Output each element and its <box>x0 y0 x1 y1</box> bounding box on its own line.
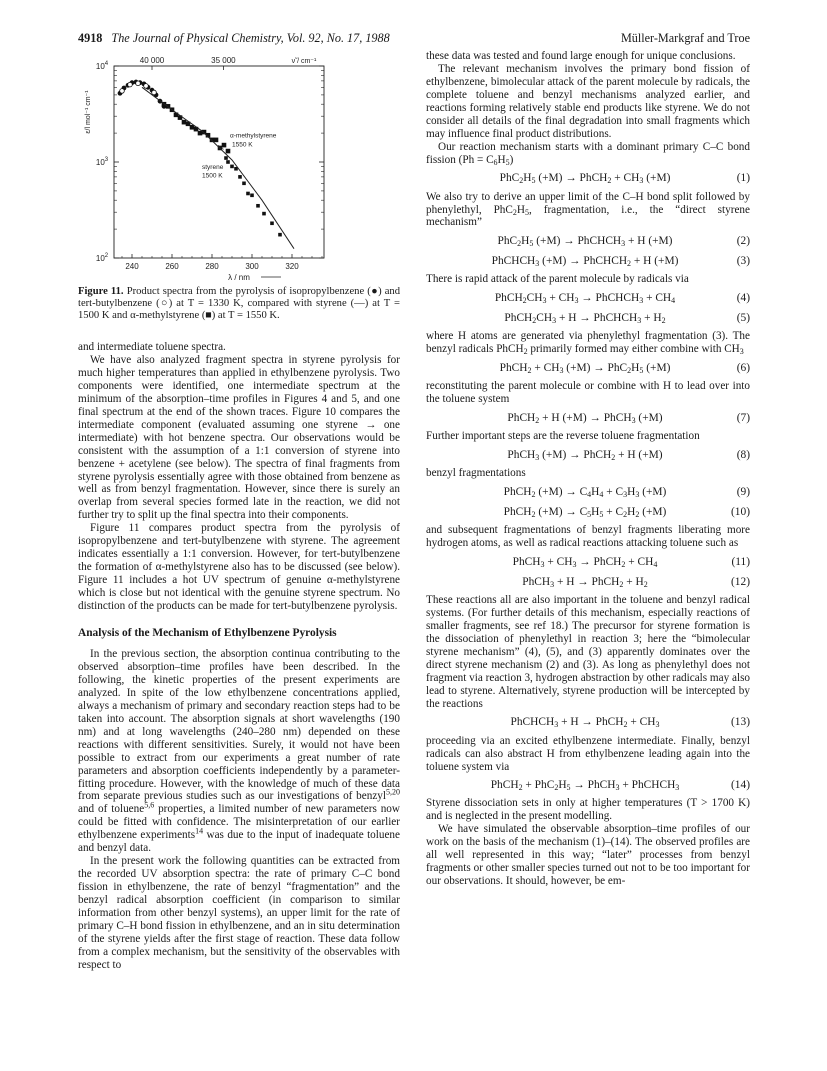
annotation-label: 1550 K <box>232 141 253 149</box>
equation <box>426 171 750 187</box>
tert-butylbenzene-point <box>136 81 141 86</box>
annotation-label: styrene <box>202 163 224 171</box>
equation-number: (5) <box>736 311 750 324</box>
equation-number: (4) <box>736 291 750 304</box>
equation-text: PhCH$_3$ + H → PhCH$_2$ + $H_2$ <box>522 575 648 589</box>
equation-number: (10) <box>731 505 750 518</box>
x-tick-label: 240 <box>125 262 139 271</box>
equation-number: (9) <box>736 485 750 498</box>
equation <box>426 504 750 520</box>
equation <box>426 360 750 376</box>
paragraph: There is rapid attack of the parent molecule by radicals via <box>426 273 689 286</box>
tert-butylbenzene-point <box>152 90 157 95</box>
author-names: Müller-Markgraf and Troe <box>620 31 750 45</box>
figure-caption <box>78 286 400 322</box>
equation-text: PhCH$_3$ + $CH_3$ → PhCH$_2$ + $CH_4$ <box>512 555 658 569</box>
equation-text: PhCH$_2$ + H (+M) → PhCH$_3$ (+M) <box>507 411 663 425</box>
equation-number: (2) <box>736 234 750 247</box>
y-tick-exponent: 4 <box>104 61 109 67</box>
paragraph: proceeding via an excited ethylbenzene intermediate. Finally, benzyl radicals can also abstract H from ethylbenzene leading again into the toluene system via <box>426 734 750 773</box>
annotation-label: 1500 K <box>202 172 223 180</box>
equation-number: (1) <box>736 172 750 185</box>
x-axis-label: λ / nm <box>228 273 250 282</box>
x-tick-label: 300 <box>245 262 259 271</box>
equation <box>426 253 750 269</box>
journal-citation: The Journal of Physical Chemistry, Vol. 92, No. 17, 1988 <box>111 31 390 45</box>
y-tick-exponent: 3 <box>104 157 109 163</box>
methylstyrene-point <box>222 143 227 148</box>
x-tick-label: 320 <box>285 262 299 271</box>
y-tick-exponent: 2 <box>104 253 109 259</box>
top-axis-label: ν̃ / cm⁻¹ <box>291 58 317 65</box>
y-tick-label: $10^4$ <box>95 61 109 71</box>
running-head <box>78 31 750 47</box>
paragraph: Our reaction mechanism starts with a dominant primary C–C bond fission $(Ph = C_6H_5)$ <box>426 140 750 167</box>
spectrum-chart <box>78 52 400 284</box>
paragraph: We have also analyzed fragment spectra in styrene pyrolysis for much higher temperatures than applied in ethylbenzene pyrolysis. Two components were identified, one intermediate spectrum at the minimum of the absorption–time profiles in Figures 4 and 5, and one final spectrum at the end of the shown traces. Figure 10 compares the intermediate component (evaluated assuming one styrene → one intermediate) with hot benzene spectra. Our observations would be consistent with the assumption of a 1:1 conversion of styrene into benzene + acetylene (see below). The spectra of final fragments from styrene pyrolysis essentially agree with those obtained from benzene as well as from benzyl fragmentation. However, since there is surely an overlap from several species formed late in the reaction, we did not further try to split up the final spectra into their components. <box>78 353 400 522</box>
equation <box>426 290 750 306</box>
equation-text: $PhCH_2CH_3 + H$ → PhCHCH$_3$ + $H_2$ <box>504 311 666 325</box>
methylstyrene-point <box>210 138 215 143</box>
running-head-left <box>78 31 390 46</box>
figure-caption-text: Product spectra from the pyrolysis of isopropylbenzene (●) and tert-butylbenzene (○) at T = 1330 K, compared with styrene (—) at T = 1500 K and α-methylstyrene (■) at T = 1550 K. <box>78 286 400 321</box>
equation-text: $PhCH_2CH_3 + CH_3$ → PhCHCH$_3$ + $CH_4$ <box>494 291 676 305</box>
annotation-label: α-methylstyrene <box>230 132 277 140</box>
styrene-point <box>238 175 242 179</box>
paragraph: In the previous section, the absorption continua contributing to the observed absorption–time profiles have been described. In the following, the kinetic properties of the present experiments are analyzed. In spite of the low ethylbenzene concentrations applied, always a mechanism of primary and secondary reaction steps had to be taken into account. The absorption signals at short wavelengths (190 nm) and at long wavelengths (240–280 nm) depended on these reactions with different sensitivities. Surely, it would not have been possible to extract from our experiments a great number of rate parameters and absorption coefficients independently by a parameter-fitting procedure. However, with the knowledge of much of these data from separate previous studies such as our investigations of benzyl$^{5,20}$ and of toluene$^{5,6}$ properties, a limited number of new parameters now could be fitted with confidence. The misinterpretation of our earlier ethylbenzene experiments$^{14}$ was due to the input of inadequate toluene and benzyl data. <box>78 647 400 855</box>
equation-number: (14) <box>731 778 750 791</box>
equation-text: PhCHCH$_3$ + H → PhCH$_2$ + $CH_3$ <box>510 716 660 730</box>
tert-butylbenzene-point <box>120 89 125 94</box>
equation-number: (7) <box>736 411 750 424</box>
y-tick-label: $10^3$ <box>95 157 109 167</box>
styrene-point <box>278 233 282 237</box>
paragraph: Styrene dissociation sets in only at higher temperatures (T > 1700 K) and is neglected in the present modelling. <box>426 797 750 823</box>
methylstyrene-point <box>226 149 231 154</box>
tert-butylbenzene-point <box>128 82 133 87</box>
equation-text: PhCH$_2$ + $CH_3$ $(+M) \to PhC_2H_5$ (+M) <box>499 361 671 375</box>
paragraph: these data was tested and found large enough for unique conclusions. <box>426 50 736 62</box>
paragraph: We have simulated the observable absorption–time profiles of our work on the basis of the mechanism (1)–(14). The observed profiles are all well represented in this way; “later” processes from benzyl fragments or other smaller species turned out not to be too important for our observations. It should, however, be em- <box>426 823 750 888</box>
tert-butylbenzene-point <box>144 84 149 89</box>
styrene-point <box>250 193 254 197</box>
equation <box>426 447 750 463</box>
paragraph: In the present work the following quantities can be extracted from the recorded UV absorption spectra: the rate of primary C–C bond fission in ethylbenzene, the rate of benzyl “fragmentation” and the benzyl radical absorption coefficient (in comparison to similar information from other benzyl systems), an upper limit for the rate of primary C–H bond fission in ethylbenzene, and an in situ determination of the styrene yields after the first stage of reaction. These data follow from a complex mechanism, but the sensitivity of the observables with respect to <box>78 855 400 971</box>
plot-frame <box>114 66 324 258</box>
equation-number: (13) <box>731 716 750 729</box>
top-tick-label: 35 000 <box>211 56 236 65</box>
styrene-point <box>256 204 260 208</box>
paragraph: and intermediate toluene spectra. <box>78 341 226 353</box>
y-tick-label: $10^2$ <box>95 253 109 263</box>
paragraph: where H atoms are generated via phenylethyl fragmentation (3). The benzyl radicals PhCH$_2$ primarily formed may either combine with $CH_3$ <box>426 330 750 357</box>
y-axis-label: ε/l mol⁻¹ cm⁻¹ <box>85 90 92 134</box>
paragraph: The relevant mechanism involves the primary bond fission of ethylbenzene, bimolecular attack of the parent molecule by radicals, the complete toluene and benzyl mechanisms analyzed earlier, and reactions forming relatively stable end products like styrene. We do not consider all details of the final degradation into small fragments which may influence final product distributions. <box>426 62 750 140</box>
equation <box>426 484 750 500</box>
paragraph: These reactions all are also important in the toluene and benzyl radical systems. (For further details of this mechanism, especially reactions of smaller fragments, see ref 18.) The precursor for styrene formation is the dissociation of phenylethyl in reaction 3; here the “bimolecular styrene mechanism” (4), (5), and (3) apparently dominates over the direct styrene mechanism (2) and (3). As long as phenylethyl does not fragment via reaction 3, hydrogen abstraction by other radicals may also lead to styrene. Alternatively, styrene production will be intercepted by the reactions <box>426 594 751 710</box>
top-tick-label: 40 000 <box>139 56 165 65</box>
equation <box>426 574 750 590</box>
paragraph: and subsequent fragmentations of benzyl fragments liberating more hydrogen atoms, as well as radical reactions attacking toluene such as <box>426 524 750 550</box>
equation <box>426 777 750 793</box>
equation-text: PhCHCH$_3$ (+M) → PhCHCH$_2$ + H (+M) <box>491 254 679 268</box>
equation-number: (12) <box>731 575 750 588</box>
equation <box>426 310 750 326</box>
paragraph: benzyl fragmentations <box>426 467 526 480</box>
left-column <box>78 341 400 972</box>
equation-number: (6) <box>736 361 750 374</box>
equation <box>426 715 750 731</box>
methylstyrene-point <box>182 120 187 125</box>
equation-text: PhCH$_2$ $(+M) \to C_4H_4 + C_3H_3$ (+M) <box>503 485 667 499</box>
equation <box>426 554 750 570</box>
styrene-point <box>270 221 274 225</box>
equation-text: PhCH$_3$ (+M) → PhCH$_2$ + H (+M) <box>507 448 663 462</box>
figure-label: Figure 11. <box>78 286 124 297</box>
equation-text: $PhC_2H_5$ (+M) → PhCH$_2$ + $CH_3$ (+M) <box>499 172 671 186</box>
styrene-point <box>246 192 250 196</box>
paragraph: Further important steps are the reverse toluene fragmentation <box>426 430 700 443</box>
styrene-point <box>230 165 234 169</box>
equation-text: PhCH$_2$ + $PhC_2H_5$ → PhCH$_3$ + PhCHCH$_3$ <box>490 778 680 792</box>
x-tick-label: 280 <box>205 262 219 271</box>
equation-number: (3) <box>736 254 750 267</box>
styrene-point <box>262 212 266 216</box>
equation-number: (8) <box>736 448 750 461</box>
page-number: 4918 <box>78 31 103 45</box>
styrene-point <box>226 160 230 164</box>
equation <box>426 410 750 426</box>
equation-text: PhCH$_2$ $(+M) \to C_5H_5 + C_2H_2$ (+M) <box>503 505 667 519</box>
paragraph: reconstituting the parent molecule or combine with H to lead over into the toluene system <box>426 380 750 406</box>
equation-text: $PhC_2H_5$ (+M) → PhCHCH$_3$ + H (+M) <box>497 234 673 248</box>
x-tick-label: 260 <box>165 262 179 271</box>
right-column <box>426 50 750 888</box>
methylstyrene-point <box>198 131 203 136</box>
equation <box>426 233 750 249</box>
section-heading: Analysis of the Mechanism of Ethylbenzene Pyrolysis <box>78 627 337 640</box>
styrene-point <box>242 181 246 185</box>
styrene-point <box>224 156 228 160</box>
methylstyrene-point <box>214 138 219 143</box>
paragraph: Figure 11 compares product spectra from the pyrolysis of isopropylbenzene and tert-butylbenzene with styrene. The agreement indicates essentially a 1:1 conversion. However, for tert-butylbenzene the formation of α-methylstyrene also has to be discussed (see below). Figure 11 includes a hot UV spectrum of genuine α-methylstyrene which is close but not identical with the genuine styrene spectrum. No distinction of the products can be made for tert-butylbenzene pyrolysis. <box>78 522 400 613</box>
paragraph: We also try to derive an upper limit of the C–H bond split followed by phenylethyl, $PhC_2H_5$, fragmentation, i.e., the “direct styrene mechanism” <box>426 190 750 229</box>
figure-11 <box>78 52 400 332</box>
equation-number: (11) <box>731 555 750 568</box>
